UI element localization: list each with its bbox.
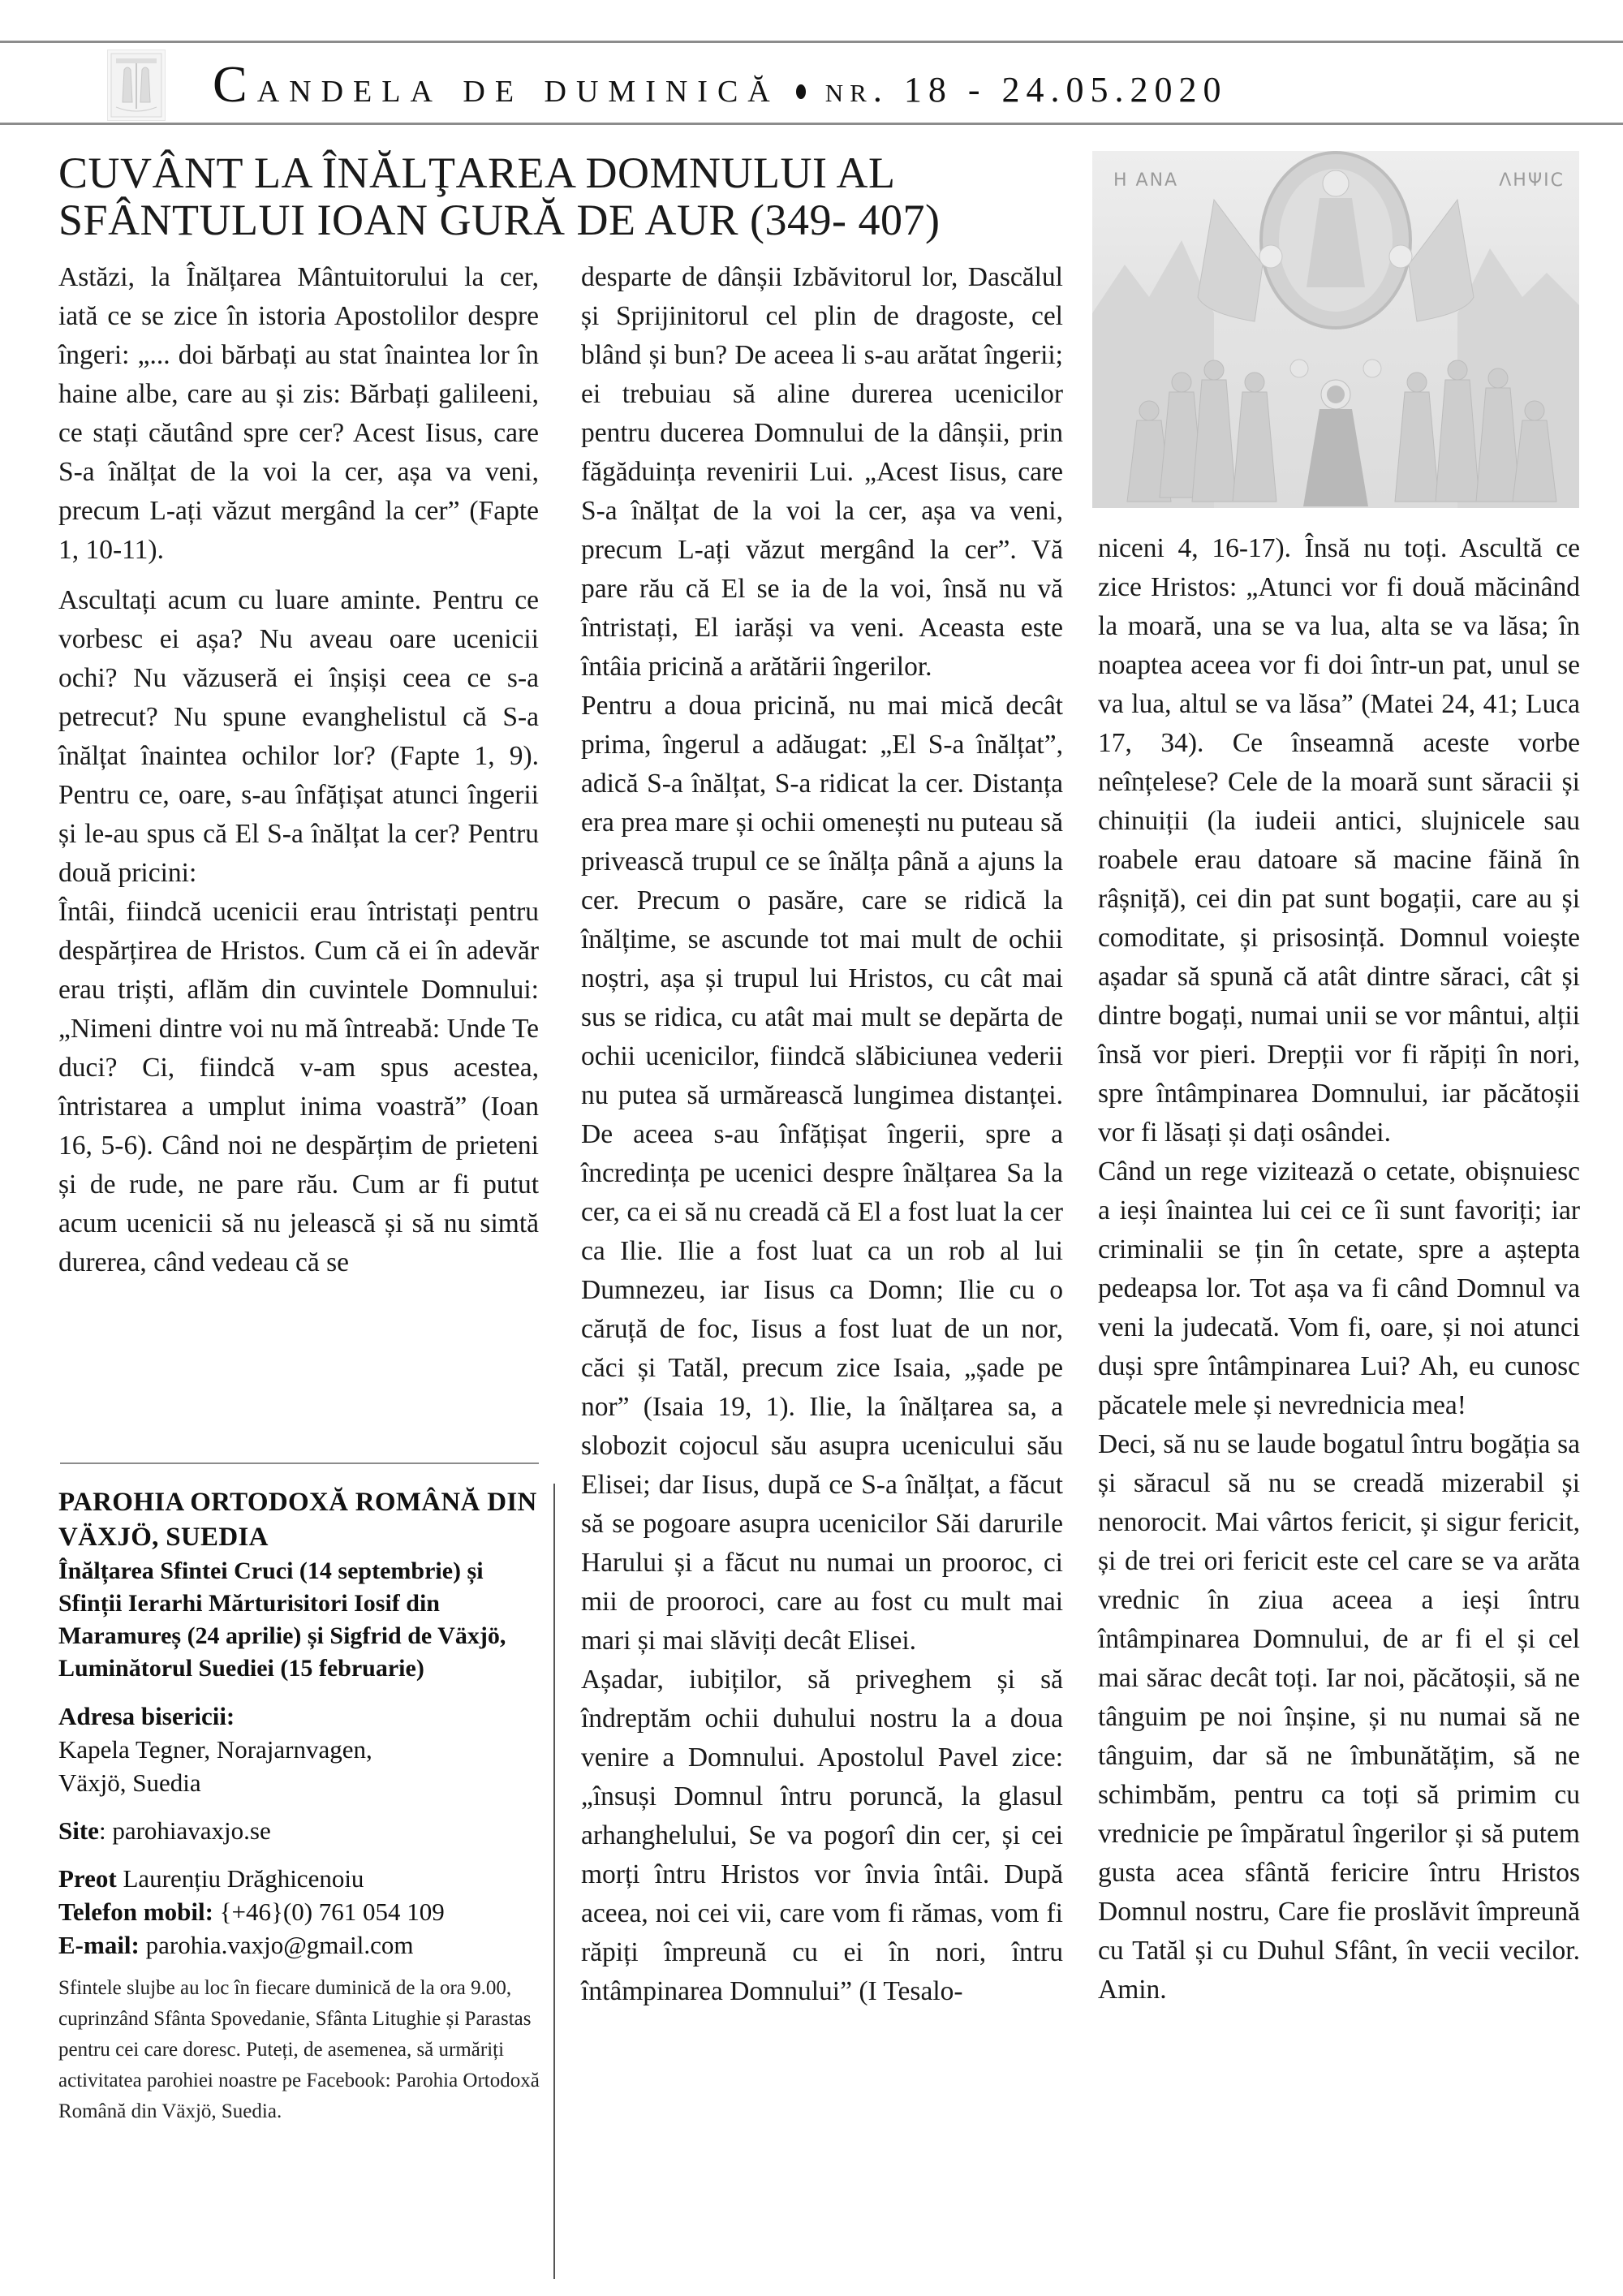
article-column-3 — [1098, 529, 1580, 2010]
article-title-line2: SFÂNTULUI IOAN GURĂ DE AUR (349- 407) — [58, 196, 941, 244]
parish-info-box — [58, 1485, 545, 2127]
phone-row — [58, 1895, 545, 1928]
phone-label: Telefon mobil: — [58, 1898, 213, 1926]
bullet-icon — [796, 84, 806, 99]
parish-box-top-rule — [60, 1462, 539, 1464]
parish-patrons: Înălțarea Sfintei Cruci (14 septembrie) și Sfinții Ierarhi Mărturisitori Iosif din Maramureș (24 aprilie) și Sigfrid de Växjö, Luminătorul Suediei (15 februarie) — [58, 1557, 506, 1682]
issue-number: nr. 18 - 24.05.2020 — [824, 70, 1228, 110]
paragraph: Pentru a doua pricină, nu mai mică decât prima, îngerul a adăugat: „El S-a înălțat”, adică S-a înălțat, S-a ridicat la cer. Distanța era prea mare și ochii omenești nu puteau să privească trupul ce se înălța până a ajuns la cer. Precum o pasăre, care se ridică la înălțime, se ascunde tot mai mult de ochii noștri, așa și trupul lui Hristos, cu cât mai sus se ridica, cu atât mai mult se depărta de ochii ucenicilor, fiindcă slăbiciunea vederii nu putea să urmărească lungimea distanței. De aceea s-au înfățișat îngerii, spre a încredința pe ucenici despre înălțarea Sa la cer, ca ei să nu creadă că El a fost luat la cer ca Ilie. Ilie a fost luat ca un rob al lui Dumnezeu, iar Iisus ca Domn; Ilie cu o căruță de foc, Iisus a fost luat de un nor, căci și Tatăl, precum zice Isaia, „șade pe nor” (Isaia 19, 1). Ilie, la înălțarea sa, a slobozit cojocul său asupra ucenicului său Elisei; dar Iisus, după ce S-a înălțat, a făcut să se pogoare asupra ucenicilor Săi darurile Harului și a făcut nu numai un prooroc, ci mii de prooroci, care au fost cu mult mai mari și mai slăviți decât Elisei. — [581, 691, 1063, 1656]
newsletter-title — [213, 51, 1227, 123]
site-label: Site — [58, 1816, 99, 1845]
title-initial: C — [213, 55, 257, 113]
paragraph: Când un rege vizitează o cetate, obișnuiesc a ieși înaintea lui cei ce îi sunt favoriți; iar criminalii se țin în cetate, spre a aștepta pedeapsa lor. Tot așa va fi când Domnul va veni la judecată. Vom fi, oare, și noi atunci duși spre întâmpinarea Lui? Ah, eu cunosc păcatele mele și nevrednicia mea! — [1098, 1157, 1580, 1420]
address-label: Adresa bisericii: — [58, 1702, 235, 1730]
phone-value[interactable]: {+46}(0) 761 054 109 — [219, 1898, 445, 1926]
paragraph: Deci, să nu se laude bogatul întru bogăția sa și săracul să nu se creadă mizerabil și nenorocit. Mai vârtos fericit, și sigur fericit, și de trei ori fericit este cel care se va arăta vrednic în ziua aceea a ieși întru întâmpinarea Domnului, de ar fi el și cel mai sărac decât toți. Iar noi, păcătoșii, să ne tânguim pe noi înșine, și nu numai să ne tânguim, dar să ne îmbunătățim, să ne schimbăm, pentru ca toți să primim cu vrednicie pe împăratul îngerilor și să putem gusta acea sfântă fericire întru Hristos Domnul nostru, Care fie proslăvit împreună cu Tatăl și cu Duhul Sfânt, în vecii vecilor. Amin. — [1098, 1429, 1580, 2005]
masthead — [0, 41, 1623, 125]
priest-name: Laurențiu Drăghicenoiu — [123, 1864, 364, 1893]
article-column-1 — [58, 258, 539, 1282]
priest-row — [58, 1862, 545, 1895]
parish-seal-icon — [107, 50, 166, 121]
church-address — [58, 1699, 545, 1799]
site-row: Site: parohiavaxjo.se — [58, 1816, 271, 1845]
email-link[interactable]: parohia.vaxjo@gmail.com — [145, 1931, 414, 1959]
paragraph: Întâi, fiindcă ucenicii erau întristați pentru despărțirea de Hristos. Cum că ei în adevăr erau triști, aflăm din cuvintele Domnului: „Nimeni dintre voi nu mă întreabă: Unde Te duci? Ci, fiindcă v-am spus acestea, întristarea a umplut inima voastră” (Ioan 16, 5-6). Când noi ne despărțim de prieteni și de rude, ne pare rău. Cum ar fi putut acum ucenicii să nu jelească și să nu simtă durerea, când vedeau că se — [58, 897, 539, 1277]
contact-block — [58, 1862, 545, 1962]
parish-box-side-rule — [553, 1484, 555, 2279]
site-link[interactable]: parohiavaxjo.se — [112, 1816, 271, 1845]
paragraph: Ascultați acum cu luare aminte. Pentru ce vorbesc ei așa? Nu aveau oare ucenicii ochi? Nu văzuseră ei înșiși ceea ce s-a petrecut? Nu spune evanghelistul că S-a înălțat înaintea ochilor lor? (Fapte 1, 9). Pentru ce, oare, s-au înfățișat atunci îngerii și le-au spus că El S-a înălțat la cer? Pentru două pricini: — [58, 585, 539, 888]
priest-label: Preot — [58, 1864, 117, 1893]
paragraph: Așadar, iubiților, să priveghem și să îndreptăm ochii duhului nostru la a doua venire a Domnului. Apostolul Pavel zice: „însuși Domnul întru poruncă, la glasul arhanghelului, Se va pogorî din cer, și cei morți întru Hristos vor învia întâi. După aceea, noi cei vii, care vom fi rămas, vom fi răpiți împreună cu ei în nori, întru întâmpinarea Domnului” (I Tesalo- — [581, 1665, 1063, 2006]
title-rest: andela de duminică — [256, 62, 780, 111]
paragraph: desparte de dânșii Izbăvitorul lor, Dascălul și Sprijinitorul cel plin de dragoste, cel blând și bun? De aceea li s-au arătat îngerii; ei trebuiau să aline durerea ucenicilor pentru ducerea Domnului de la dânșii, prin făgăduința revenirii Lui. „Acest Iisus, care S-a înălțat de la voi la cer, așa va veni, precum L-ați văzut mergând la cer”. Vă pare rău că El se ia de la voi, însă nu vă întristați, El iarăși va veni. Aceasta este întâia pricină a arătării îngerilor. — [581, 262, 1063, 682]
paragraph: Astăzi, la Înălțarea Mântuitorului la cer, iată ce se zice în istoria Apostolilor despre îngeri: „... doi bărbați au stat înaintea lor în haine albe, care au și zis: Bărbați galileeni, ce stați căutând spre cer? Acest Iisus, care S-a înălțat de la voi la cer, așa va veni, precum L-ați văzut mergând la cer” (Fapte 1, 10-11). — [58, 262, 539, 565]
article-column-2 — [581, 258, 1063, 2011]
parish-name: PAROHIA ORTODOXĂ ROMÂNĂ DIN VÄXJÖ, SUEDIA — [58, 1488, 537, 1552]
services-note: Sfintele slujbe au loc în fiecare duminică de la ora 9.00, cuprinzând Sfânta Spovedanie, Sfânta Litughie și Parastas pentru cei care doresc. Puteți, de asemenea, să urmăriți activitatea parohiei noastre pe Facebook: Parohia Ortodoxă Română din Växjö, Suedia. — [58, 1977, 540, 2122]
ascension-illustration-icon — [1092, 151, 1579, 508]
address-line-1: Kapela Tegner, Norajarnvagen, — [58, 1735, 372, 1764]
article-title-line1: CUVÂNT LA ÎNĂLŢAREA DOMNULUI AL — [58, 149, 896, 197]
ascension-icon-image — [1092, 151, 1579, 508]
icon-caption-right: ΛΗΨΙϹ — [1499, 170, 1565, 191]
email-label: E-mail: — [58, 1931, 140, 1959]
article-title — [58, 149, 1057, 243]
paragraph: niceni 4, 16-17). Însă nu toți. Ascultă ce zice Hristos: „Atunci vor fi două măcinând la moară, una se va lua, alta se va lăsa; în noaptea aceea vor fi doi într-un pat, unul se va lua, altul se va lăsa” (Matei 24, 41; Luca 17, 34). Ce înseamnă aceste vorbe neînțelese? Cele de la moară sunt săracii și chinuiții (la iudeii antici, slujnicele sau roabele erau datoare să macine făină în râșniță), cei din pat sunt bogații, care au și comoditate, și prisosință. Domnul voiește așadar să spună că atât dintre săraci, cât și dintre bogați, numai unii se vor mântui, alții însă vor pieri. Drepții vor fi răpiți în nori, spre întâmpinarea Domnului, iar păcătoșii vor fi lăsați și dați osândei. — [1098, 533, 1580, 1148]
icon-caption-left: Η ΑΝΑ — [1113, 170, 1179, 191]
address-line-2: Växjö, Suedia — [58, 1768, 201, 1797]
email-row — [58, 1928, 545, 1962]
